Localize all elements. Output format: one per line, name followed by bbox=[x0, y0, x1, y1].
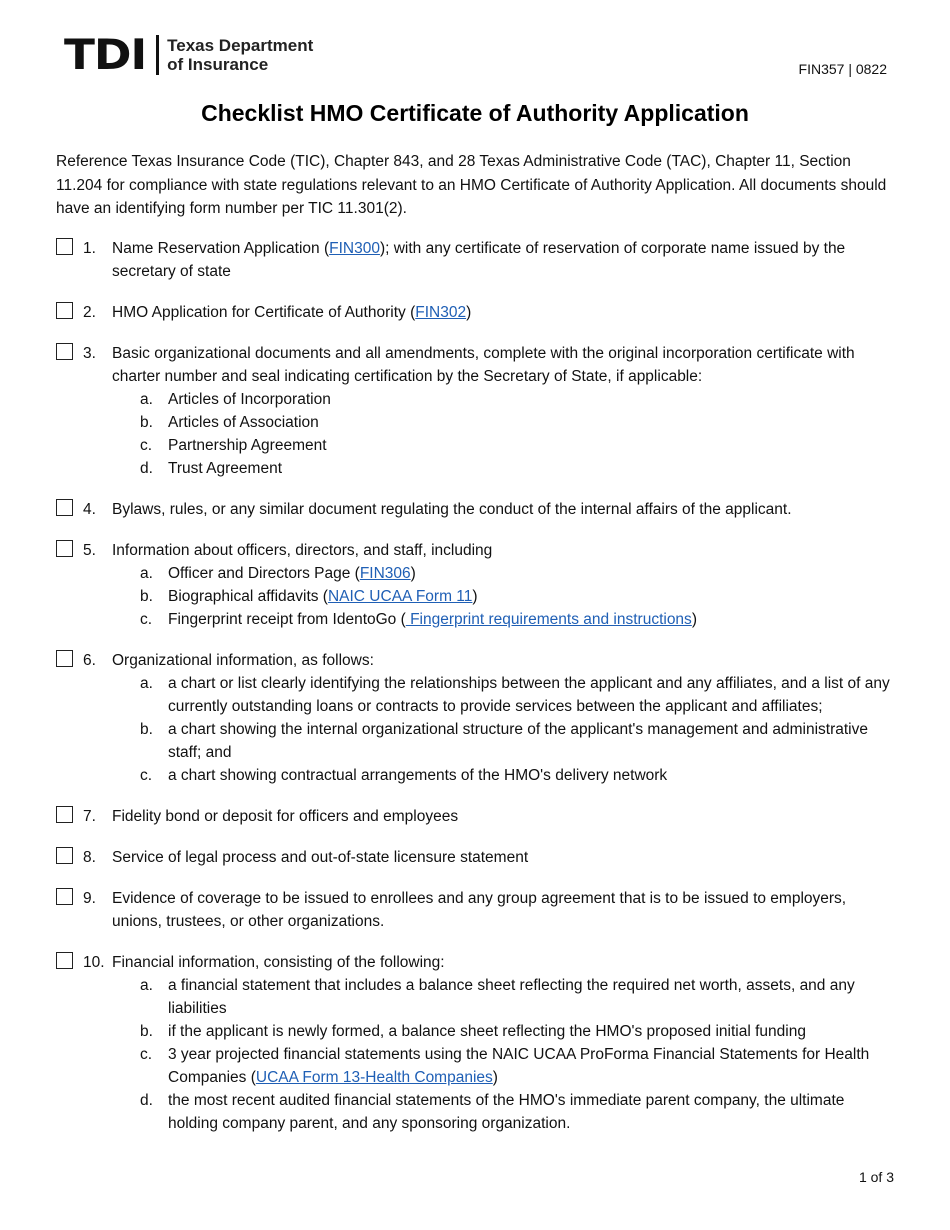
item-text: Fidelity bond or deposit for officers and employees bbox=[112, 808, 459, 825]
sub-item bbox=[112, 718, 896, 764]
sub-text: a chart showing contractual arrangements of the HMO's delivery network bbox=[168, 767, 668, 784]
logo-mark: TDI bbox=[64, 30, 147, 79]
checkbox-item-2[interactable] bbox=[56, 302, 73, 319]
checkbox-item-1[interactable] bbox=[56, 238, 73, 255]
page-title: Checklist HMO Certificate of Authority Application bbox=[201, 100, 749, 126]
sub-item bbox=[112, 1089, 896, 1135]
sub-text: 3 year projected financial statements using the NAIC UCAA ProForma Financial Statements for Health Companies ( bbox=[168, 1046, 870, 1086]
sub-text: ) bbox=[472, 588, 478, 605]
sub-letter: b. bbox=[140, 1023, 153, 1040]
fin302-link[interactable]: FIN302 bbox=[415, 304, 467, 321]
item-text: Information about officers, directors, and staff, including bbox=[112, 542, 493, 559]
fingerprint-instructions-link[interactable]: Fingerprint requirements and instructions bbox=[405, 611, 692, 628]
item-text: ); with any certificate of reservation of corporate name issued by the secretary of state bbox=[112, 240, 846, 280]
sub-letter: a. bbox=[140, 391, 153, 408]
item-number: 7. bbox=[83, 808, 96, 825]
sub-item bbox=[112, 434, 896, 457]
checklist-item-4 bbox=[56, 498, 896, 521]
sub-text: Articles of Incorporation bbox=[168, 391, 331, 408]
item-text: Basic organizational documents and all amendments, complete with the original incorporation certificate with charter number and seal indicating certification by the Secretary of State, if applicable: bbox=[112, 345, 855, 385]
item-text: Organizational information, as follows: bbox=[112, 652, 374, 669]
checklist-item-5 bbox=[56, 539, 896, 631]
sub-letter: b. bbox=[140, 588, 153, 605]
sub-letter: d. bbox=[140, 1092, 153, 1109]
logo-line-1: Texas Department bbox=[167, 36, 314, 55]
sub-list bbox=[112, 562, 896, 631]
checklist-item-7 bbox=[56, 805, 896, 828]
item-number: 4. bbox=[83, 501, 96, 518]
sub-item bbox=[112, 388, 896, 411]
sub-letter: c. bbox=[140, 767, 153, 784]
sub-letter: c. bbox=[140, 1046, 153, 1063]
sub-item bbox=[112, 608, 896, 631]
form-number: FIN357 | 0822 bbox=[798, 61, 887, 77]
sub-letter: b. bbox=[140, 414, 153, 431]
item-text: Service of legal process and out-of-state licensure statement bbox=[112, 849, 529, 866]
sub-text: ) bbox=[492, 1069, 498, 1086]
sub-item bbox=[112, 585, 896, 608]
item-text: Bylaws, rules, or any similar document regulating the conduct of the internal affairs of the applicant. bbox=[112, 501, 792, 518]
sub-item bbox=[112, 411, 896, 434]
fin300-link[interactable]: FIN300 bbox=[329, 240, 380, 257]
checklist-item-9 bbox=[56, 887, 896, 933]
checkbox-item-5[interactable] bbox=[56, 540, 73, 557]
sub-letter: a. bbox=[140, 565, 153, 582]
sub-item bbox=[112, 457, 896, 480]
sub-text: Biographical affidavits ( bbox=[168, 588, 328, 605]
sub-text: Fingerprint receipt from IdentoGo ( bbox=[168, 611, 406, 628]
item-number: 5. bbox=[83, 542, 96, 559]
checklist-item-6 bbox=[56, 649, 896, 787]
checkbox-item-8[interactable] bbox=[56, 847, 73, 864]
item-text: Financial information, consisting of the following: bbox=[112, 954, 445, 971]
sub-letter: d. bbox=[140, 460, 153, 477]
item-number: 10. bbox=[83, 954, 105, 971]
sub-list bbox=[112, 388, 896, 480]
checkbox-item-6[interactable] bbox=[56, 650, 73, 667]
checkbox-item-4[interactable] bbox=[56, 499, 73, 516]
item-number: 8. bbox=[83, 849, 96, 866]
sub-list bbox=[112, 974, 896, 1135]
sub-text: ) bbox=[410, 565, 416, 582]
logo-line-2: of Insurance bbox=[167, 55, 269, 74]
item-text: Evidence of coverage to be issued to enrollees and any group agreement that is to be issued to employers, unions, trustees, or other organizations. bbox=[112, 890, 847, 930]
sub-text: Officer and Directors Page ( bbox=[168, 565, 360, 582]
sub-list bbox=[112, 672, 896, 787]
sub-text: Partnership Agreement bbox=[168, 437, 327, 454]
checklist-item-2 bbox=[56, 301, 896, 324]
naic-ucaa-form-11-link[interactable]: NAIC UCAA Form 11 bbox=[327, 588, 473, 605]
item-number: 2. bbox=[83, 304, 96, 321]
sub-text: if the applicant is newly formed, a balance sheet reflecting the HMO's proposed initial funding bbox=[168, 1023, 806, 1040]
checklist-item-3 bbox=[56, 342, 896, 480]
sub-letter: c. bbox=[140, 437, 153, 454]
sub-text: ) bbox=[691, 611, 697, 628]
sub-item bbox=[112, 672, 896, 718]
sub-text: a financial statement that includes a balance sheet reflecting the required net worth, assets, and any liabilities bbox=[168, 977, 855, 1017]
logo-text bbox=[167, 36, 313, 74]
sub-item bbox=[112, 1020, 896, 1043]
sub-letter: a. bbox=[140, 977, 153, 994]
sub-text: Trust Agreement bbox=[168, 460, 283, 477]
checklist-item-10 bbox=[56, 951, 896, 1135]
checkbox-item-10[interactable] bbox=[56, 952, 73, 969]
sub-text: the most recent audited financial statements of the HMO's immediate parent company, the ultimate holding company parent, and any sponsoring organization. bbox=[168, 1092, 845, 1132]
sub-item bbox=[112, 562, 896, 585]
sub-letter: a. bbox=[140, 675, 153, 692]
checklist-item-1 bbox=[56, 237, 896, 283]
sub-text: a chart showing the internal organizational structure of the applicant's management and administrative staff; and bbox=[168, 721, 868, 761]
sub-text: Articles of Association bbox=[168, 414, 319, 431]
tdi-logo bbox=[64, 30, 314, 79]
item-text: ) bbox=[466, 304, 472, 321]
sub-letter: c. bbox=[140, 611, 153, 628]
item-text: HMO Application for Certificate of Authority ( bbox=[112, 304, 416, 321]
item-number: 3. bbox=[83, 345, 96, 362]
sub-item bbox=[112, 764, 896, 787]
checkbox-item-9[interactable] bbox=[56, 888, 73, 905]
sub-letter: b. bbox=[140, 721, 153, 738]
ucaa-form-13-link[interactable]: UCAA Form 13-Health Companies bbox=[255, 1069, 493, 1086]
page-number: 1 of 3 bbox=[858, 1169, 894, 1185]
logo-divider bbox=[156, 35, 159, 75]
item-number: 6. bbox=[83, 652, 96, 669]
sub-text: a chart or list clearly identifying the relationships between the applicant and any affiliates, and a list of any currently outstanding loans or contracts to provide services between the applicant and affiliates; bbox=[168, 675, 890, 715]
checklist bbox=[56, 237, 896, 1153]
intro-paragraph: Reference Texas Insurance Code (TIC), Chapter 843, and 28 Texas Administrative Code (TAC), Chapter 11, Section 11.204 for compliance with state regulations relevant to an HMO Certificate of Authority Application. All documents should have an identifying form number per TIC 11.301(2). bbox=[56, 153, 887, 217]
item-text: Name Reservation Application ( bbox=[112, 240, 330, 257]
sub-item bbox=[112, 1043, 896, 1089]
checklist-item-8 bbox=[56, 846, 896, 869]
checkbox-item-7[interactable] bbox=[56, 806, 73, 823]
checkbox-item-3[interactable] bbox=[56, 343, 73, 360]
item-number: 1. bbox=[83, 240, 96, 257]
fin306-link[interactable]: FIN306 bbox=[359, 565, 411, 582]
item-number: 9. bbox=[83, 890, 96, 907]
sub-item bbox=[112, 974, 896, 1020]
